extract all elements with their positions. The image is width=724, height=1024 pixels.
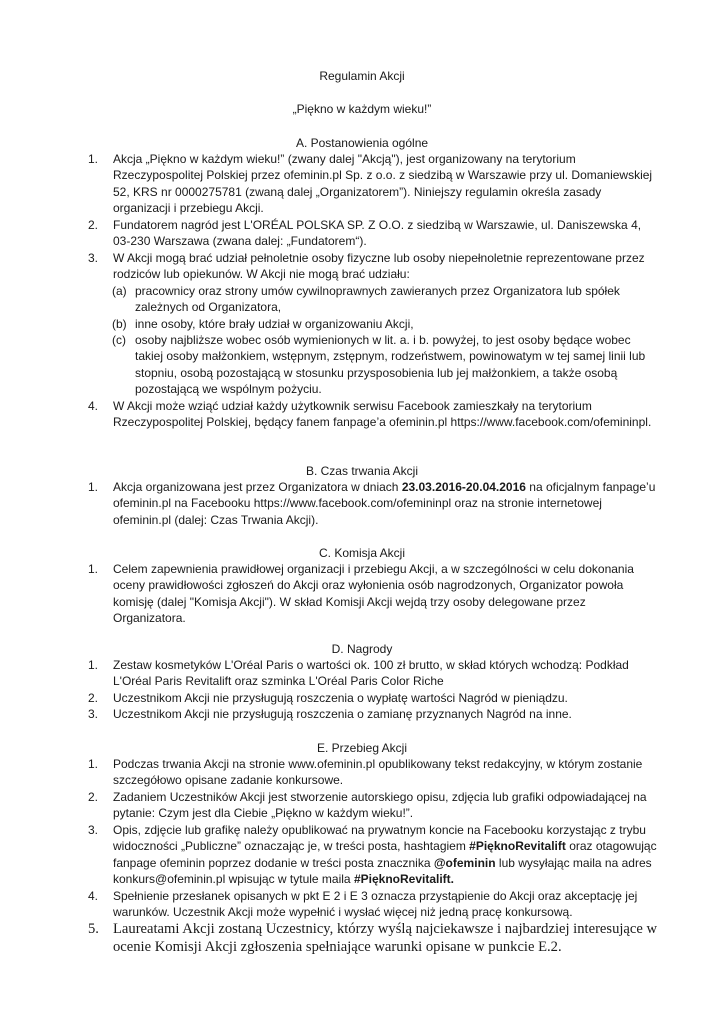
campaign-dates: 23.03.2016-20.04.2016: [401, 480, 526, 494]
section-a-item-4: [88, 398, 658, 431]
item-text: W Akcji może wziąć udział każdy użytkownik serwisu Facebook zamieszkały na terytorium Rzeczypospolitej Polskiej, będący fanem fanpage’a ofeminin.pl https://www.facebook.com/ofemininpl.: [113, 399, 652, 430]
section-a-subitem-a: [112, 283, 658, 316]
fanpage-tag: @ofeminin: [433, 855, 496, 870]
section-b-item-1: [88, 479, 658, 528]
item-number: 2.: [88, 218, 99, 232]
section-c-heading: C. Komisja Akcji: [318, 546, 406, 560]
item-number: 3.: [88, 823, 99, 837]
item-text-part: Opis, zdjęcie lub grafikę należy opublikować na prywatnym koncie na Facebooku korzystając z trybu widoczności „Publiczne” oznaczając je, w treści posta, hashtagiem: [113, 823, 646, 854]
item-text: Spełnienie przesłanek opisanych w pkt E 2 i E 3 oznacza przystąpienie do Akcji oraz akceptację jej warunków. Uczestnik Akcji może wypełnić i wysłać więcej niż jedną pracę konkursową.: [113, 889, 638, 920]
item-text: [113, 479, 658, 528]
section-e-item-3: [88, 822, 658, 888]
item-text-part: na oficjalnym fanpage’u ofeminin.pl na Facebooku https://www.facebook.com/ofemininpl oraz na stronie internetowej ofeminin.pl (dalej: Czas Trwania Akcji).: [113, 480, 656, 527]
item-text: Zadaniem Uczestników Akcji jest stworzenie autorskiego opisu, zdjęcia lub grafiki odpowiadającej na pytanie: Czym jest dla Ciebie „Piękno w każdym wieku!”.: [113, 790, 647, 821]
subitem-text: pracownicy oraz strony umów cywilnoprawnych zawieranych przez Organizatora lub spółek zależnych od Organizatora,: [135, 284, 620, 315]
item-number: 3.: [88, 251, 99, 265]
section-d-item-3: [88, 706, 658, 722]
document-subtitle: „Piękno w każdym wieku!”: [292, 102, 432, 116]
item-number: 2.: [88, 691, 99, 705]
subitem-text: inne osoby, które brały udział w organizowaniu Akcji,: [135, 317, 414, 331]
section-b-heading: B. Czas trwania Akcji: [305, 464, 419, 478]
mail-title-hashtag: #PięknoRevitalift.: [353, 872, 454, 887]
section-d-item-1: [88, 657, 658, 690]
section-e-item-1: [88, 756, 658, 789]
item-number: 3.: [88, 707, 99, 721]
section-a-item-3: [88, 250, 658, 283]
item-number: 4.: [88, 889, 99, 903]
item-text: Podczas trwania Akcji na stronie www.ofeminin.pl opublikowany tekst redakcyjny, w którym zostanie szczegółowo opisane zadanie konkursowe.: [113, 757, 643, 788]
item-text: Fundatorem nagród jest L'ORÉAL POLSKA SP. Z O.O. z siedzibą w Warszawie, ul. Daniszewska 4, 03-230 Warszawa (zwana dalej: „Fundatorem“).: [113, 218, 642, 249]
item-text-part: Akcja organizowana jest przez Organizatora w dniach: [113, 480, 402, 494]
item-number: 1.: [88, 757, 99, 771]
subitem-label: (b): [112, 317, 127, 331]
item-text: Akcja „Piękno w każdym wieku!” (zwany dalej "Akcją"), jest organizowany na terytorium Rzeczypospolitej Polskiej przez ofeminin.pl Sp. z o.o. z siedzibą w Warszawie przy ul. Domaniewskiej 52, KRS nr 0000275781 (zwaną dalej „Organizatorem”). Niniejszy regulamin określa zasady organizacji i przebiegu Akcji.: [113, 152, 653, 216]
section-a-item-1: [88, 151, 658, 217]
item-text: Uczestnikom Akcji nie przysługują roszczenia o wypłatę wartości Nagród w pieniądzu.: [113, 691, 568, 705]
item-text: Laureatami Akcji zostaną Uczestnicy, którzy wyślą najciekawsze i najbardziej interesujące w ocenie Komisji Akcji zgłoszenia spełniające warunki opisane w punkcie E.2.: [113, 921, 658, 956]
document-title: Regulamin Akcji: [319, 69, 405, 83]
section-d-item-2: [88, 690, 658, 706]
item-number: 1.: [88, 562, 99, 576]
item-number: 5.: [88, 921, 99, 937]
section-e-item-2: [88, 789, 658, 822]
subitem-text: osoby najbliższe wobec osób wymienionych w lit. a. i b. powyżej, to jest osoby będące wobec takiej osoby małżonkiem, wstępnym, zstępnym, rodzeństwem, powinowatym w tej samej linii lub stopniu, osobą pozostającą w stosunku przysposobienia lub jej małżonkiem, a także osobą pozostającą we wspólnym pożyciu.: [135, 333, 646, 397]
section-a-item-2: [88, 217, 658, 250]
item-number: 1.: [88, 480, 99, 494]
item-number: 2.: [88, 790, 99, 804]
item-text: W Akcji mogą brać udział pełnoletnie osoby fizyczne lub osoby niepełnoletnie reprezentowane przez rodziców lub opiekunów. W Akcji nie mogą brać udziału:: [113, 251, 645, 282]
item-text: Zestaw kosmetyków L'Oréal Paris o wartości ok. 100 zł brutto, w skład których wchodzą: Podkład L'Oréal Paris Revitalift oraz szminka L'Oréal Paris Color Riche: [113, 658, 629, 689]
section-a-subitem-b: [112, 316, 658, 332]
section-e-item-5: [88, 920, 658, 956]
item-text-part: lub wysyłając maila na adres konkurs@ofeminin.pl wpisując w tytule maila: [113, 855, 652, 887]
section-d-heading: D. Nagrody: [331, 642, 393, 656]
item-number: 1.: [88, 152, 99, 166]
item-number: 4.: [88, 399, 99, 413]
section-a-heading: A. Postanowienia ogólne: [295, 136, 429, 150]
section-e-heading: E. Przebieg Akcji: [316, 741, 408, 755]
section-a-subitem-c: [112, 332, 658, 398]
hashtag: #PięknoRevitalift: [469, 839, 566, 854]
item-number: 1.: [88, 658, 99, 672]
subitem-label: (c): [112, 333, 126, 347]
section-e-item-4: [88, 888, 658, 921]
item-text-part: oraz otagowując fanpage ofeminin poprzez dodanie w treści posta znacznika: [113, 839, 657, 870]
item-text: Celem zapewnienia prawidłowej organizacji i przebiegu Akcji, a w szczególności w celu dokonania oceny prawidłowości zgłoszeń do Akcji oraz wyłonienia osób nagrodzonych, Organizator powoła komisję (dalej "Komisja Akcji"). W skład Komisji Akcji wejdą trzy osoby delegowane przez Organizatora.: [113, 562, 634, 626]
item-text: Uczestnikom Akcji nie przysługują roszczenia o zamianę przyznanych Nagród na inne.: [113, 707, 572, 721]
subitem-label: (a): [112, 284, 127, 298]
item-text: [113, 822, 658, 888]
section-c-item-1: [88, 561, 658, 627]
